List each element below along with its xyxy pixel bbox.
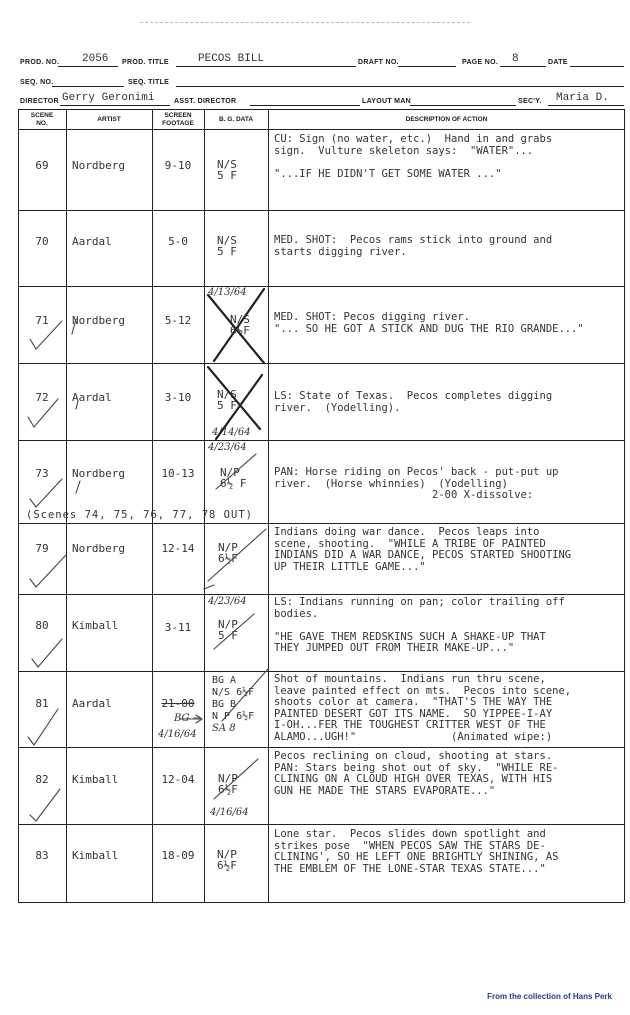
bg-data: N/S 5 F [217, 158, 237, 182]
scene-number: 72 [35, 391, 49, 404]
scene-number: 79 [35, 542, 49, 555]
scenes-out-note: (Scenes 74, 75, 76, 77, 78 OUT) [26, 509, 253, 521]
action-description: Shot of mountains. Indians run thru scene, leave painted effect on mts. Pecos into scene, shoots color at camera. "THAT'S THE WAY THE PAINTED DESERT GOT ITS NAME. SO YIPPEE-I-AY I-OH...FER THE TOUGHEST CRITTER WEST OF THE ALAMO...UGH!" (Animated wipe:) [274, 673, 572, 743]
date-note: 4/23/64 [208, 596, 247, 607]
bg-data: N/S 5 F [217, 388, 237, 412]
artist-name: Nordberg [72, 314, 125, 327]
artist-name: Aardal [72, 391, 112, 404]
prod-title-value: PECOS BILL [198, 53, 265, 65]
seq-no-label: SEQ. NO. [20, 79, 54, 86]
screen-footage: 9-10 [164, 159, 192, 172]
bg-data: N/P 5 F [218, 618, 238, 642]
page-no-value: 8 [512, 53, 519, 65]
prod-no-value: 2056 [82, 53, 109, 65]
director-value: Gerry Geronimi [62, 92, 155, 104]
screen-footage: 18-09 [161, 849, 195, 862]
artist-name: Kimball [72, 619, 119, 632]
director-label: DIRECTOR [20, 98, 59, 105]
scene-number: 69 [35, 159, 49, 172]
artist-name: Nordberg [72, 542, 125, 555]
col-header-artist: ARTIST [97, 116, 121, 123]
asst-director-label: ASST. DIRECTOR [174, 98, 237, 105]
screen-footage: 12-04 [161, 773, 195, 786]
prod-no-label: PROD. NO. [20, 59, 60, 66]
draft-no-label: DRAFT NO. [358, 59, 399, 66]
bg-data: N/S 6½F [230, 313, 250, 337]
action-description: Indians doing war dance. Pecos leaps into scene, shooting. "WHILE A TRIBE OF PAINTED INDIANS DID A WAR DANCE, PECOS STARTED SHOOTING UP THEIR LITTLE GAME..." [274, 526, 572, 573]
action-description: Lone star. Pecos slides down spotlight and strikes pose "WHEN PECOS SAW THE STARS DE- CLINING', SO HE LEFT ONE BRIGHTLY SHINING, AS THE EMBLEM OF THE LONE-STAR TEXAS STATE..." [274, 828, 559, 875]
layout-man-label: LAYOUT MAN [362, 98, 412, 105]
secy-value: Maria D. [556, 92, 609, 104]
screen-footage: 5-12 [164, 314, 192, 327]
action-description: MED. SHOT: Pecos digging river. "... SO HE GOT A STICK AND DUG THE RIO GRANDE..." [274, 311, 584, 335]
page-no-label: PAGE NO. [462, 59, 499, 66]
scene-number: 71 [35, 314, 49, 327]
col-header-description: DESCRIPTION OF ACTION [405, 116, 488, 123]
bg-data: N/P 6½ F [220, 466, 247, 490]
collection-credit: From the collection of Hans Perk [487, 992, 612, 1001]
date-note: 4/16/64 [158, 729, 197, 740]
bg-data: BG A N/S 6½F BG B N P 6½F SA 8 [212, 675, 255, 734]
scene-number: 70 [35, 235, 49, 248]
prod-title-label: PROD. TITLE [122, 59, 169, 66]
artist-name: Kimball [72, 849, 119, 862]
artist-name: Aardal [72, 235, 112, 248]
artist-name: Nordberg [72, 159, 125, 172]
top-dashes [140, 22, 470, 23]
scene-number: 81 [35, 697, 49, 710]
date-note: 4/14/64 [212, 427, 251, 438]
date-label: DATE [548, 59, 568, 66]
artist-name: Kimball [72, 773, 119, 786]
action-description: LS: State of Texas. Pecos completes digging river. (Yodelling). [274, 390, 553, 414]
action-description: CU: Sign (no water, etc.) Hand in and grabs sign. Vulture skeleton says: "WATER"... "...IF HE DIDN'T GET SOME WATER ..." [274, 133, 553, 180]
secy-label: SEC'Y. [518, 98, 542, 105]
action-description: PAN: Horse riding on Pecos' back - put-put up river. (Horse whinnies) (Yodelling) 2-00 X-dissolve: [274, 466, 559, 501]
screen-footage: 10-13 [161, 467, 195, 480]
seq-title-label: SEQ. TITLE [128, 79, 170, 86]
artist-name: Nordberg [72, 467, 125, 480]
bg-data: N/P 6½F [218, 772, 238, 796]
scene-number: 73 [35, 467, 49, 480]
date-note: 4/13/64 [208, 287, 247, 298]
screen-footage: 3-10 [164, 391, 192, 404]
screen-footage: 21-00 [161, 697, 195, 710]
scene-number: 83 [35, 849, 49, 862]
col-header-footage: SCREEN FOOTAGE [162, 112, 194, 127]
screen-footage: 3-11 [164, 621, 192, 634]
action-description: LS: Indians running on pan; color trailing off bodies. "HE GAVE THEM REDSKINS SUCH A SHAKE-UP THAT THEY JUMPED OUT FROM THEIR MAKE-UP..." [274, 596, 565, 654]
action-description: Pecos reclining on cloud, shooting at stars. PAN: Stars being shot out of sky. "WHILE RE- CLINING ON A CLOUD HIGH OVER TEXAS, WITH HIS GUN HE MADE THE STARS EVAPORATE..." [274, 750, 559, 797]
scene-number: 80 [35, 619, 49, 632]
bg-data: N/S 5 F [217, 234, 237, 258]
artist-name: Aardal [72, 697, 112, 710]
date-note: 4/16/64 [210, 807, 249, 818]
col-header-bg-data: B. G. DATA [218, 116, 254, 123]
screen-footage: 12-14 [161, 542, 195, 555]
col-header-scene: SCENE NO. [30, 112, 54, 127]
footage-note: BG → [174, 713, 202, 724]
screen-footage: 5-0 [168, 235, 188, 248]
action-description: MED. SHOT: Pecos rams stick into ground and starts digging river. [274, 234, 553, 258]
bg-data: N/P 6½F [217, 848, 237, 872]
date-note: 4/23/64 [208, 442, 247, 453]
action-table [18, 109, 625, 903]
bg-data: N/P 6½F [218, 541, 238, 565]
scene-number: 82 [35, 773, 49, 786]
